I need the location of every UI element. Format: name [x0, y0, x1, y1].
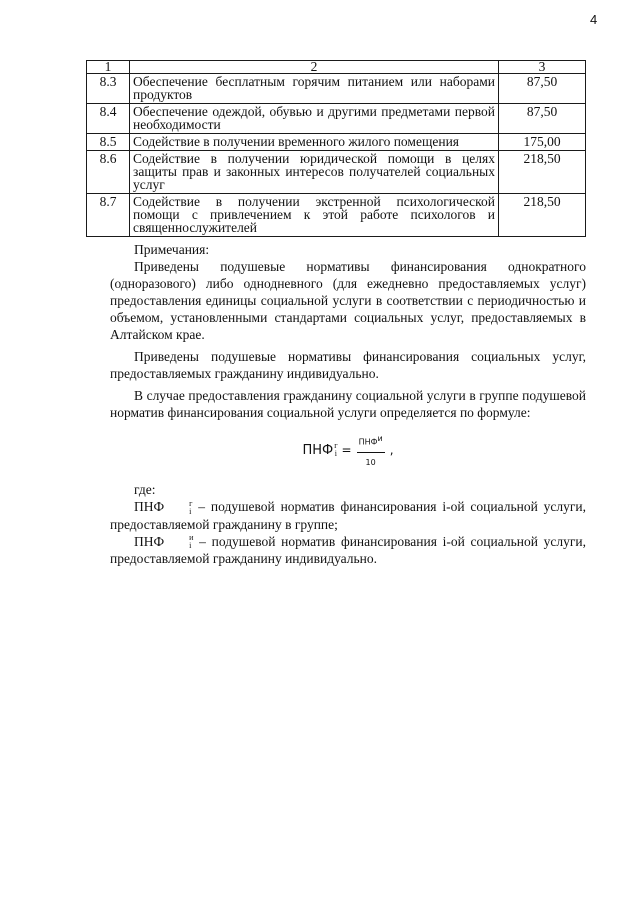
notes-paragraph: В случае предоставления гражданину социальной услуги в группе подушевой норматив финансирования социальной услуги определяется по формуле: [110, 388, 586, 420]
service-value: 87,50 [499, 74, 586, 104]
formula-sup: г [334, 441, 338, 451]
table-row [87, 151, 586, 194]
def1-symbol: ПНФ [134, 498, 165, 514]
definition-group [110, 498, 586, 533]
service-value: 175,00 [499, 134, 586, 151]
where-label: где: [134, 481, 156, 497]
definition-individual [110, 533, 586, 568]
def2-indices [165, 534, 193, 550]
notes-title: Примечания: [134, 242, 210, 257]
def2-text: – подушевой норматив финансирования i-ой социальной услуги, предоставляемой гражданину индивидуально. [110, 533, 587, 567]
def2-sub: i [189, 541, 192, 551]
service-name: Обеспечение бесплатным горячим питанием или наборами продуктов [130, 74, 499, 104]
def1-sup: г [189, 498, 193, 508]
row-number: 8.6 [87, 151, 130, 194]
def2-symbol: ПНФ [134, 533, 165, 549]
table-row [87, 104, 586, 134]
def1-text: – подушевой норматив финансирования i-ой социальной услуги, предоставляемой гражданину в группе; [110, 498, 587, 532]
service-name: Содействие в получении временного жилого помещения [130, 134, 499, 151]
service-value: 87,50 [499, 104, 586, 134]
formula [110, 430, 586, 471]
row-number: 8.5 [87, 134, 130, 151]
formula-fraction [357, 430, 385, 471]
row-number: 8.7 [87, 194, 130, 237]
formula-comma: , [389, 442, 394, 457]
service-value: 218,50 [499, 194, 586, 237]
def1-sub: i [189, 506, 192, 516]
table-header-row [87, 61, 586, 74]
notes-section [110, 241, 586, 567]
def1-indices [165, 500, 192, 516]
table-row [87, 134, 586, 151]
formula-symbol: ПНФ [302, 442, 334, 458]
formula-denominator: 10 [365, 457, 376, 467]
formula-numerator [357, 430, 385, 453]
table-row [87, 74, 586, 104]
service-name: Содействие в получении экстренной психологической помощи с привлечением к этой работе психологов и священнослужителей [130, 194, 499, 237]
notes-paragraph: Приведены подушевые нормативы финансирования однократного (одноразового) либо однодневного (для ежедневно предоставляемых услуг) предоставления единицы социальной услуги в соответствии с периодичностью и объемом, установленными стандартами социальных услуг, предоставляемых в Алтайском крае. [110, 259, 586, 342]
table-row [87, 194, 586, 237]
header-cell-1: 1 [87, 61, 130, 74]
service-value: 218,50 [499, 151, 586, 194]
formula-numerator-symbol: ПНФ [358, 437, 378, 447]
def2-sup: и [189, 533, 194, 543]
formula-equals: = [341, 442, 352, 457]
header-cell-3: 3 [499, 61, 586, 74]
page-number: 4 [590, 12, 598, 27]
formula-sub: i [334, 449, 337, 459]
services-table [86, 60, 586, 237]
formula-indices [334, 442, 337, 458]
notes-paragraph: Приведены подушевые нормативы финансирования социальных услуг, предоставляемых гражданину индивидуально. [110, 349, 586, 381]
service-name: Содействие в получении юридической помощи в целях защиты прав и законных интересов получателей социальных услуг [130, 151, 499, 194]
formula-numerator-sup: и [377, 434, 383, 443]
row-number: 8.3 [87, 74, 130, 104]
service-name: Обеспечение одеждой, обувью и другими предметами первой необходимости [130, 104, 499, 134]
row-number: 8.4 [87, 104, 130, 134]
header-cell-2: 2 [130, 61, 499, 74]
